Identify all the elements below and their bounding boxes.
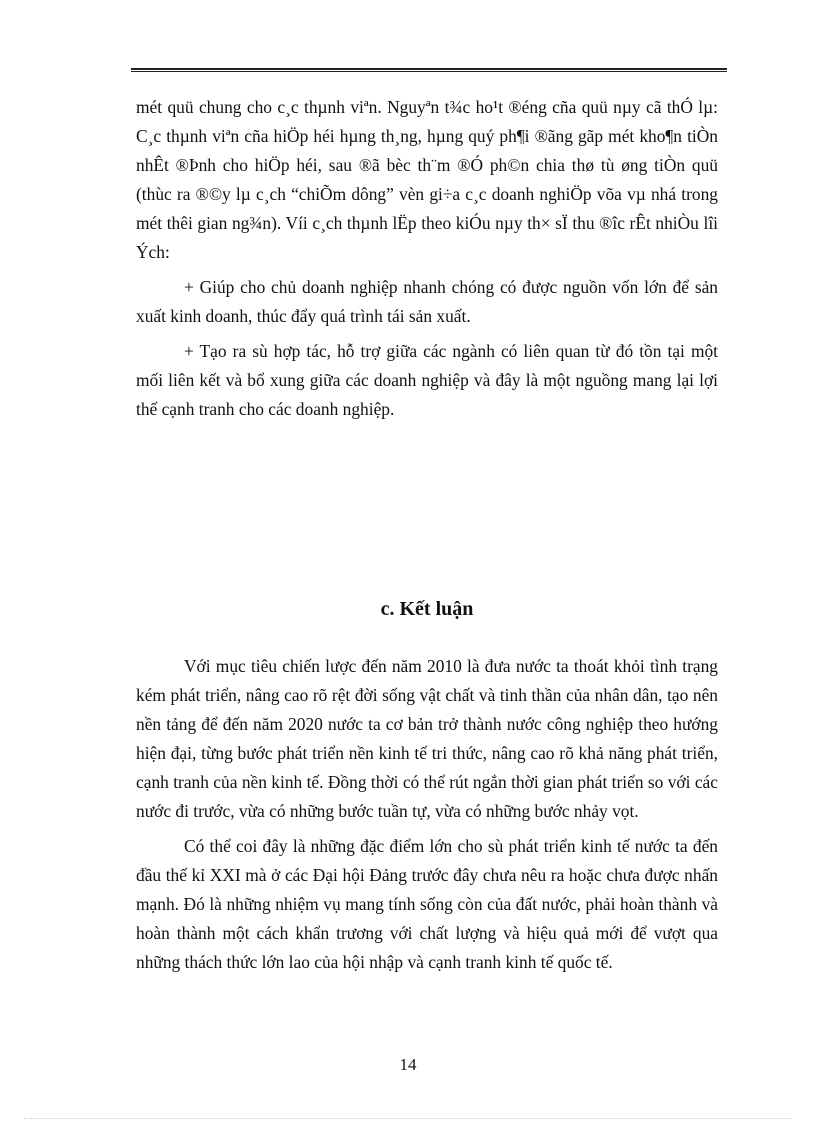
paragraph-conclusion-1: Với mục tiêu chiến lược đến năm 2010 là đưa nước ta thoát khỏi tình trạng kém phát triển, nâng cao rõ rệt đời sống vật chất và tinh thần của nhân dân, tạo nên nền tảng để đến năm 2020 nước ta cơ bản trở thành nước công nghiệp theo hướng hiện đại, từng bước phát triển nền kinh tế tri thức, nâng cao rõ khả năng phát triển, cạnh tranh của nền kinh tế. Đồng thời có thể rút ngắn thời gian phát triển so với các nước đi trước, vừa có những bước tuần tự, vừa có những bước nhảy vọt.	[136, 656, 718, 821]
header-rule	[131, 68, 727, 72]
paragraph-encoded-text: mét quü chung cho c¸c thµnh viªn. Nguyªn t¾c ho¹t ®éng cña quü nµy cã thÓ lµ: C¸c thµnh viªn cña hiÖp héi hµng th¸ng, hµng quý ph¶i ®ãng gãp mét kho¶n tiÒn nhÊt ®Þnh cho hiÖp héi, sau ®ã bèc th¨m ®Ó ph©n chia thø tù øng tiÒn quü (thùc ra ®©y lµ c¸ch “chiÕm dông” vèn gi÷a c¸c doanh nghiÖp võa vµ nhá trong mét thêi gian ng¾n). Víi c¸ch thµnh lËp theo kiÓu nµy th× sÏ thu ®îc rÊt nhiÒu lîi Ých:	[136, 97, 718, 262]
paragraph-bullet-1: + Giúp cho chủ doanh nghiệp nhanh chóng có được nguồn vốn lớn để sản xuất kinh doanh, thúc đẩy quá trình tái sản xuất.	[136, 277, 718, 326]
paragraph-bullet-2: + Tạo ra sù hợp tác, hỗ trợ giữa các ngành có liên quan từ đó tồn tại một mối liên kết và bổ xung giữa các doanh nghiệp và đây là một nguồng mang lại lợi thế cạnh tranh cho các doanh nghiệp.	[136, 341, 718, 419]
page-edge-divider	[24, 1118, 792, 1119]
section-heading: c. Kết luận	[380, 598, 474, 620]
page-number: 14	[399, 1055, 417, 1074]
paragraph-conclusion-2: Có thể coi đây là những đặc điểm lớn cho sù phát triển kinh tế nước ta đến đầu thế kỉ XXI mà ở các Đại hội Đảng trước đây chưa nêu ra hoặc chưa được nhấn mạnh. Đó là những nhiệm vụ mang tính sống còn của đất nước, phải hoàn thành và hoàn thành một cách khẩn trương với chất lượng và hiệu quả mới để vượt qua những thách thức lớn lao của hội nhập và cạnh tranh kinh tế quốc tế.	[136, 836, 718, 972]
body-section-1	[136, 93, 718, 430]
body-section-2	[136, 652, 718, 983]
